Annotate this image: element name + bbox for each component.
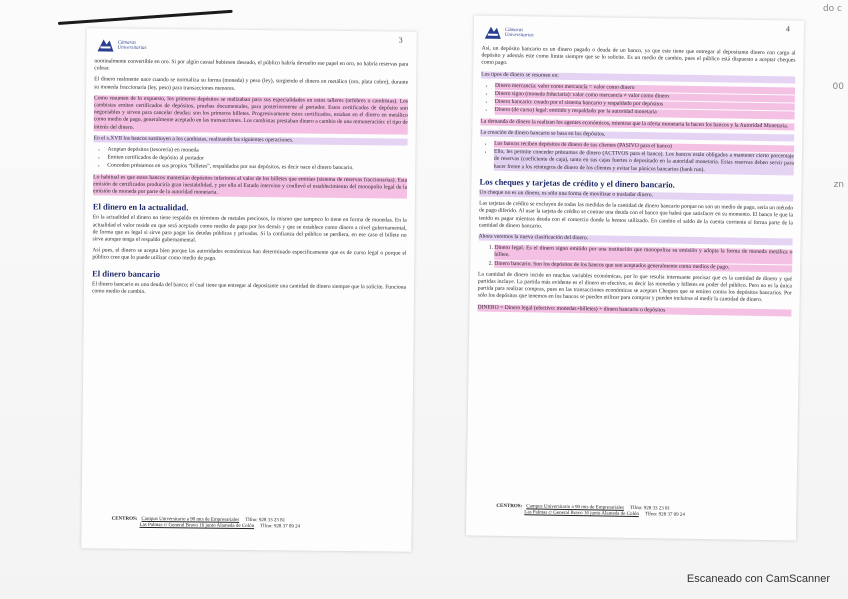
logo-line-2: Universitarias bbox=[504, 32, 534, 39]
company-logo bbox=[484, 26, 534, 41]
paragraph: Así, un depósito bancario es un dinero pagado o deuda de un banco, ya que este tiene que entregar al depositante dinero con cargo al depósito y además este como límite siempre que se lo solicite. Es un medio de cambio, pues el público está dispuesto a aceptar cheques como pago. bbox=[481, 45, 796, 67]
logo-line-2: Universitarias bbox=[117, 45, 147, 51]
logo-line-1: Cámaras bbox=[117, 40, 136, 46]
footer-address-1: Campus Universitario a 90 mts de Empresariales bbox=[526, 504, 625, 511]
formula: DINERO = Dinero legal (efectivo: monedas+billetes) + dinero bancario o depósitos bbox=[477, 304, 791, 316]
operations-list bbox=[107, 147, 407, 174]
footer-phone-1: Tlfno: 928 33 23 81 bbox=[629, 505, 671, 512]
logo-icon bbox=[484, 26, 502, 40]
page-content bbox=[474, 46, 796, 535]
classification-list bbox=[494, 245, 792, 272]
scanner-watermark: Escaneado con CamScanner bbox=[686, 573, 830, 585]
paragraph-highlighted: Lo habitual es que estos bancos mantenían depósitos inferiores al valor de los billetes que emitían (sistema de reservas fraccionarias). Esta emisión de certificados produciría gran inestabilidad, y por ello el Estado intervino y conllevó el establecimiento del monopolio legal de la emisión de moneda por parte de la autoridad monetaria. bbox=[93, 174, 407, 199]
footer-phone-2: Tlfno: 928 37 09 24 bbox=[260, 524, 301, 530]
paragraph: Un cheque no es un dinero, es sólo una forma de movilizar o trasladar dinero. bbox=[479, 190, 793, 202]
margin-mark-00: 00 bbox=[832, 82, 844, 92]
list-item: • Dinero signo (moneda fiduciaria): valor como mercancía ≠ valor como dinero bbox=[495, 91, 795, 103]
money-types-list bbox=[495, 83, 795, 120]
list-item: • Dinero bancario: creado por el sistema bancario y respaldado por depósitos bbox=[495, 99, 795, 111]
list-item: • Los bancos reciben depósitos de dinero de sus clientes (PASIVO para el banco) bbox=[494, 141, 794, 153]
logo-icon bbox=[96, 38, 114, 52]
page-footer bbox=[111, 517, 300, 531]
paragraph: El dinero realmente nace cuando se normaliza su forma (moneda) y peso (ley), surgiendo el dinero en metálico (oro, plata cobre), durante su moneda fraccionaria (ley, peso) para transacciones menores. bbox=[94, 76, 409, 92]
footer-address-2: Las Palmas c/ General Bravo 16 junto Alameda de Colón bbox=[524, 510, 639, 518]
footer-label: CENTROS: bbox=[111, 516, 138, 522]
list-item: • Conceden préstamos en sus propios “billetes”, respaldados por sus depósitos, es decir nace el dinero bancario. bbox=[107, 163, 407, 173]
page-content bbox=[89, 58, 408, 545]
list-item: 1. Dinero legal. Es el dinero signo emitido por una institución que monopoliza su emisión y adopta la forma de moneda metálica o billete. bbox=[494, 245, 792, 264]
list-item: • Ello, les permite conceder préstamos de dinero (ACTIVOS para el banco). Los bancos están obligados a mantener cierto porcentaje de reservas (coeficiente de caja), tanto en sus cajas fuertes o depositado en la autoridad monetaria. Estas reservas deben servir para hacer frente a los reintegros de dinero de los clientes y evitar las pánicos bancarios (bank run). bbox=[494, 149, 794, 175]
logo-line-1: Cámaras bbox=[504, 27, 524, 34]
list-item: • Emiten certificados de depósito al portador bbox=[107, 155, 407, 165]
margin-mark-top: do c bbox=[822, 4, 842, 14]
company-logo bbox=[96, 38, 146, 53]
section-heading: El dinero en la actualidad. bbox=[92, 201, 189, 213]
page-number: 4 bbox=[785, 24, 791, 34]
page-number: 3 bbox=[398, 35, 403, 45]
section-heading: Los cheques y tarjetas de crédito y el dinero bancario. bbox=[479, 176, 675, 190]
list-item: • Aceptan depósitos (tesorería) en moneda bbox=[107, 147, 407, 157]
paragraph: En el s.XVII los bancos sustituyen a los cambistas, realizando las siguientes operaciones. bbox=[94, 135, 408, 145]
paragraph-highlighted: La demanda de dinero la realizan los agentes económicos, mientras que la oferta monetaria la hacen los bancos y la Autoridad Monetaria. bbox=[480, 118, 794, 130]
paragraph: Las tarjetas de crédito se excluyen de todas las medidas de la cantidad de dinero bancario porque no son un medio de pago, sería un método de pago diferido. Al usar la tarjeta de crédito se contrae una deuda con el banco que habrá que satisfacer en su momento. El banco le que la tenido es pagar mientras deuda con el comercio donde la hemos utilizado. En cambio el saldo de la cuenta corriente sí forma parte de la cantidad de dinero bancario. bbox=[478, 200, 794, 230]
paragraph: La cantidad de dinero incide en muchas variables económicas, por lo que resulta interesante precisar que es la cantidad de dinero y qué partidas incluye. La partida más evidente es el dinero en efectivo, es decir las monedas y billetes en poder del público. Pero no es la única partida para realizar compras, pues en las transacciones económicas se aceptan Cheques que se emiten contra los depósitos bancarios. Por sólo los depósitos que tenemos en los bancos se pueden utilizar para comprar y pueden incluirse al medir la cantidad de dinero. bbox=[477, 271, 793, 304]
margin-mark-zn: zn bbox=[833, 180, 844, 190]
footer-phone-2: Tlfno: 928 37 09 24 bbox=[644, 512, 685, 518]
document-page-left bbox=[81, 28, 416, 551]
paragraph: nominalmente convertible en oro. Si por algún casual hubiesen deseado, el público habría devuelto ese papel en oro, no habría reservas para cobrar. bbox=[94, 58, 409, 72]
section-heading: El dinero bancario bbox=[92, 268, 161, 279]
footer-phone-1: Tlfno: 928 33 23 81 bbox=[245, 517, 286, 524]
bank-creation-list bbox=[494, 141, 794, 176]
list-item: 2. Dinero bancario. Son los depósitos de los bancos que son aceptados generalmente como medios de pago. bbox=[494, 260, 792, 272]
footer-address-1: Campus Universitario a 90 mts de Empresariales bbox=[141, 516, 240, 523]
paragraph: Así pues, el dinero se acepta bien porque las autoridades económicas han determinado específicamente que es de curso legal o porque el público cree que lo puede utilizar como medio de pago. bbox=[92, 247, 407, 263]
list-item: • Dinero (de curso) legal: emitido y respaldado por la autoridad monetaria bbox=[495, 107, 795, 119]
paragraph: El dinero bancario es una deuda del banco; el cual tiene que entregar al depositante una cantidad de dinero siempre que la solicite. Funciona como medio de cambio. bbox=[91, 281, 407, 295]
footer-address-2: Las Palmas c/ General Bravo 16 junto Alameda de Colón bbox=[139, 522, 255, 530]
document-page-right bbox=[466, 15, 804, 540]
footer-label: CENTROS: bbox=[496, 503, 523, 510]
list-item: • Dinero mercancía: valor como mercancía = valor como dinero bbox=[495, 83, 795, 95]
paragraph: Ahora veremos la nueva clasificación del dinero. bbox=[479, 234, 793, 246]
list-heading: Los tipos de dinero se resumen en: bbox=[481, 71, 795, 83]
paragraph: En la actualidad el dinero no tiene respaldo en términos de metales preciosos, lo mismo que tampoco lo tiene en forma de monedas. En la actualidad el valor reside en que será aceptado como medio de pago por los demás y que se establece como dinero a nivel gubernamental, de forma que es legal si sirve para pagar las deudas públicas y privadas. Si la confianza del público se perdiera, en ese caso el billete no sirve aunque tenga el respaldo gubernamental. bbox=[92, 214, 407, 244]
paragraph-highlighted: Como resumen de lo expuesto, los primeros depósitos se realizaban para sus especialidades en estos talleres (orfebres o cambistas). Los cambistas emiten certificados de depósitos, pruebas documentales, para posteriormente al portador. Estos certificados de depósito son negociables y sirven para cancelar deudas: son los primeros billetes. Progresivamente estos certificados, estaban en el dinero en metálico como medio de pago, generalmente aceptado en las transacciones. Los cambistas prestaban dinero a cambio de una remuneración: el tipo de interés del dinero. bbox=[94, 95, 408, 134]
paragraph: La creación de dinero bancario se basa en los depósitos. bbox=[480, 129, 794, 141]
